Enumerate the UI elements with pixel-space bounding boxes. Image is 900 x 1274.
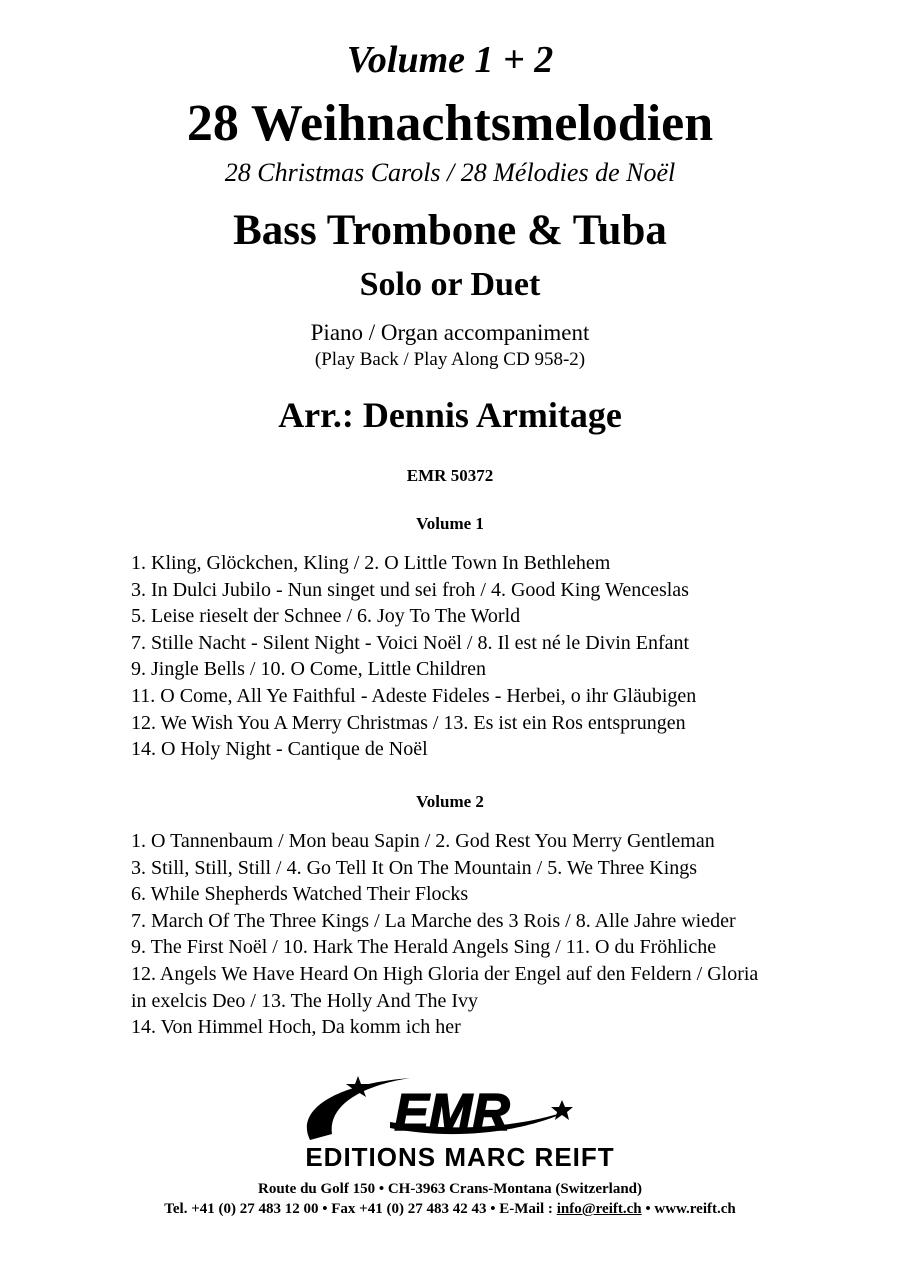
volume2-heading: Volume 2 <box>416 792 484 811</box>
list-item: 9. Jingle Bells / 10. O Come, Little Children <box>131 658 486 681</box>
list-item: 7. Stille Nacht - Silent Night - Voici Noël / 8. Il est né le Divin Enfant <box>131 631 690 654</box>
list-item: 14. Von Himmel Hoch, Da komm ich her <box>131 1016 461 1039</box>
website[interactable]: • www.reift.ch <box>641 1201 736 1217</box>
list-item: 3. In Dulci Jubilo - Nun singet und sei froh / 4. Good King Wenceslas <box>131 578 689 601</box>
volume1-list <box>131 550 861 763</box>
publisher-name: EDITIONS MARC REIFT <box>305 1142 615 1170</box>
subtitle: 28 Christmas Carols / 28 Mélodies de Noël <box>224 158 676 187</box>
volume-title: Volume 1 + 2 <box>346 39 554 81</box>
volume1-heading: Volume 1 <box>416 514 484 533</box>
instrumentation: Bass Trombone & Tuba <box>233 207 667 254</box>
publisher-address: Route du Golf 150 • CH-3963 Crans-Montana (Switzerland) <box>258 1181 642 1197</box>
publisher-contact <box>0 1198 900 1220</box>
list-item: in exelcis Deo / 13. The Holly And The Ivy <box>131 989 478 1012</box>
accompaniment: Piano / Organ accompaniment <box>310 320 590 345</box>
list-item: 12. Angels We Have Heard On High Gloria der Engel auf den Feldern / Gloria <box>131 962 759 985</box>
list-item: 1. Kling, Glöckchen, Kling / 2. O Little Town In Bethlehem <box>131 552 611 574</box>
email-link[interactable]: info@reift.ch <box>556 1201 642 1217</box>
list-item: 5. Leise rieselt der Schnee / 6. Joy To The World <box>131 605 521 628</box>
publisher-logo <box>240 1070 680 1170</box>
list-item: 7. March Of The Three Kings / La Marche des 3 Rois / 8. Alle Jahre wieder <box>131 909 736 932</box>
star-icon <box>551 1100 573 1120</box>
volume2-list <box>131 828 861 1041</box>
list-item: 3. Still, Still, Still / 4. Go Tell It On The Mountain / 5. We Three Kings <box>131 856 698 879</box>
main-title: 28 Weihnachtsmelodien <box>186 95 714 152</box>
logo-emr-text: EMR <box>394 1084 510 1142</box>
contact-phone-fax: Tel. +41 (0) 27 483 12 00 • Fax +41 (0) 27 483 42 43 • E-Mail : <box>164 1201 557 1217</box>
format: Solo or Duet <box>359 266 541 303</box>
catalog-number: EMR 50372 <box>406 466 494 485</box>
list-item: 1. O Tannenbaum / Mon beau Sapin / 2. God Rest You Merry Gentleman <box>131 830 715 852</box>
list-item: 14. O Holy Night - Cantique de Noël <box>131 738 428 761</box>
list-item: 9. The First Noël / 10. Hark The Herald Angels Sing / 11. O du Fröhliche <box>131 936 717 959</box>
list-item: 11. O Come, All Ye Faithful - Adeste Fideles - Herbei, o ihr Gläubigen <box>131 684 697 707</box>
list-item: 6. While Shepherds Watched Their Flocks <box>131 883 469 906</box>
arranger: Arr.: Dennis Armitage <box>278 395 622 435</box>
cd-note: (Play Back / Play Along CD 958-2) <box>314 349 586 370</box>
list-item: 12. We Wish You A Merry Christmas / 13. Es ist ein Ros entsprungen <box>131 711 686 734</box>
